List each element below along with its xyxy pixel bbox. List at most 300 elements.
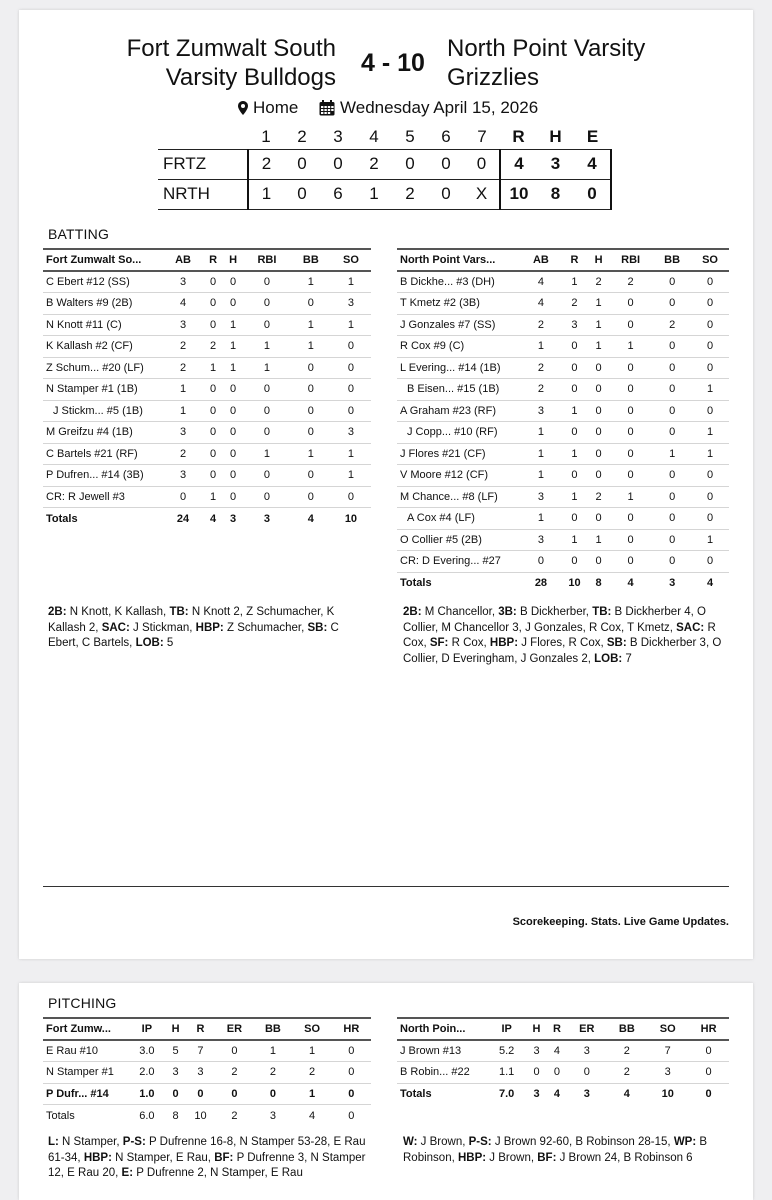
stat-value: 0 — [243, 422, 291, 444]
stat-column-header: HR — [332, 1018, 371, 1040]
totals-value: 8 — [166, 1105, 186, 1127]
away-batting-table — [43, 248, 371, 529]
player-row — [397, 486, 729, 508]
player-row — [43, 1083, 371, 1105]
totals-value: 3 — [567, 1083, 606, 1105]
player-name: T Kmetz #2 (3B) — [397, 293, 522, 315]
stat-value: 4 — [163, 293, 203, 315]
stat-value: 1 — [253, 1040, 292, 1062]
location-label: Home — [253, 98, 299, 117]
stat-value: 3 — [560, 314, 589, 336]
stat-value: 0 — [560, 508, 589, 530]
stat-value: 1 — [291, 443, 331, 465]
player-row — [397, 293, 729, 315]
stat-value: 0 — [223, 271, 243, 293]
home-batting-notes: 2B: M Chancellor, 3B: B Dickherber, TB: B Dickherber 4, O Collier, M Chancellor 3, J Gonzales, R Cox, T Kmetz, SAC: R Cox, SF: R Cox, HBP: J Flores, R Cox, SB: B Dickherber 3, O Collier, D Everingham, J Gonzales 2, LOB: 7 — [403, 606, 722, 665]
totals-value: 0 — [688, 1083, 729, 1105]
stat-value: 0 — [243, 293, 291, 315]
stat-value: 0 — [608, 422, 653, 444]
player-name: K Kallash #2 (CF) — [43, 336, 163, 358]
stat-value: 7 — [647, 1040, 688, 1062]
stat-value: 0 — [243, 271, 291, 293]
totals-row — [397, 572, 729, 594]
stat-value: 0 — [223, 422, 243, 444]
stat-value: 0 — [653, 336, 691, 358]
inning-header: 2 — [297, 127, 307, 147]
inning-score: 0 — [392, 149, 428, 179]
stat-value: 0 — [608, 293, 653, 315]
stat-value: 0 — [185, 1083, 215, 1105]
player-row — [43, 379, 371, 401]
stat-value: 0 — [243, 486, 291, 508]
player-row — [397, 465, 729, 487]
stat-value: 7 — [185, 1040, 215, 1062]
stat-value: 0 — [653, 465, 691, 487]
stat-column-header: R — [547, 1018, 567, 1040]
stat-value: 0 — [691, 508, 729, 530]
stat-value: 1 — [589, 336, 608, 358]
stat-value: 3 — [166, 1062, 186, 1084]
totals-value: 3 — [253, 1105, 292, 1127]
player-name: J Copp... #10 (RF) — [397, 422, 522, 444]
stat-value: 1 — [560, 443, 589, 465]
inning-score: 0 — [428, 179, 464, 209]
stat-value: 3 — [331, 422, 371, 444]
stat-value: 1.1 — [487, 1062, 526, 1084]
player-name: C Bartels #21 (RF) — [43, 443, 163, 465]
inning-header: 6 — [441, 127, 451, 147]
stat-column-header: SO — [691, 249, 729, 271]
inning-score: 0 — [464, 149, 500, 179]
stat-value: 1 — [653, 443, 691, 465]
stat-value: 0 — [560, 379, 589, 401]
stat-column-header: H — [166, 1018, 186, 1040]
stat-value: 1 — [691, 443, 729, 465]
stat-value: 0 — [560, 465, 589, 487]
stat-value: 1 — [291, 336, 331, 358]
stat-team-header: North Point Vars... — [397, 249, 522, 271]
player-row — [43, 293, 371, 315]
stat-value: 0 — [589, 400, 608, 422]
totals-value: 10 — [647, 1083, 688, 1105]
player-row — [43, 1062, 371, 1084]
stat-value: 0 — [216, 1083, 254, 1105]
stat-value: 0 — [166, 1083, 186, 1105]
inning-score: 2 — [356, 149, 392, 179]
player-name: A Graham #23 (RF) — [397, 400, 522, 422]
stat-value: 2 — [163, 357, 203, 379]
totals-value: 10 — [331, 508, 371, 530]
stat-value: 0 — [291, 379, 331, 401]
stat-value: 5 — [166, 1040, 186, 1062]
stat-value: 1 — [243, 357, 291, 379]
stat-value: 1 — [203, 357, 223, 379]
player-name: A Cox #4 (LF) — [397, 508, 522, 530]
player-row — [43, 357, 371, 379]
calendar-icon — [319, 100, 335, 116]
stat-team-header: Fort Zumwalt So... — [43, 249, 163, 271]
stat-value: 0 — [608, 443, 653, 465]
stat-column-header: HR — [688, 1018, 729, 1040]
stat-value: 0 — [589, 357, 608, 379]
player-name: J Flores #21 (CF) — [397, 443, 522, 465]
stat-column-header: BB — [291, 249, 331, 271]
stat-value: 0 — [560, 551, 589, 573]
stat-value: 2 — [203, 336, 223, 358]
stat-value: 3 — [163, 271, 203, 293]
player-name: N Knott #11 (C) — [43, 314, 163, 336]
player-name: N Stamper #1 (1B) — [43, 379, 163, 401]
stat-value: 0 — [243, 379, 291, 401]
totals-value: 6.0 — [128, 1105, 166, 1127]
inning-score: 1 — [356, 179, 392, 209]
away-pitching-notes: L: N Stamper, P-S: P Dufrenne 16-8, N Stamper 53-28, E Rau 61-34, HBP: N Stamper, E Rau, BF: P Dufrenne 3, N Stamper 12, E Rau 20, E: P Dufrenne 2, N Stamper, E Rau — [48, 1136, 366, 1179]
stat-value: 2 — [560, 293, 589, 315]
stat-column-header: AB — [522, 249, 560, 271]
totals-label: Totals — [43, 1105, 128, 1127]
stat-value: 0 — [547, 1062, 567, 1084]
player-name: M Greifzu #4 (1B) — [43, 422, 163, 444]
stat-value: 0 — [203, 314, 223, 336]
away-batting-notes: 2B: N Knott, K Kallash, TB: N Knott 2, Z Schumacher, K Kallash 2, SAC: J Stickman, HBP: Z Schumacher, SB: C Ebert, C Bartels, LOB: 5 — [48, 606, 339, 649]
errors-header: E — [586, 127, 599, 147]
errors-total: 4 — [574, 149, 611, 179]
player-row — [397, 551, 729, 573]
stat-value: 0 — [223, 486, 243, 508]
stat-value: 0 — [691, 400, 729, 422]
stat-value: 0 — [589, 422, 608, 444]
stat-value: 0 — [216, 1040, 254, 1062]
stat-value: 0 — [526, 1062, 546, 1084]
stat-value: 1 — [691, 379, 729, 401]
runs-total: 10 — [500, 179, 537, 209]
stat-value: 4 — [522, 293, 560, 315]
stat-value: 3 — [526, 1040, 546, 1062]
totals-value: 4 — [291, 508, 331, 530]
home-pitching-notes: W: J Brown, P-S: J Brown 92-60, B Robinson 28-15, WP: B Robinson, HBP: J Brown, BF: J Brown 24, B Robinson 6 — [403, 1136, 708, 1164]
player-row — [43, 400, 371, 422]
stat-value: 1 — [292, 1083, 331, 1105]
stat-value: 0 — [653, 508, 691, 530]
stat-value: 0 — [291, 465, 331, 487]
stat-value: 1 — [331, 271, 371, 293]
stat-column-header: H — [526, 1018, 546, 1040]
home-pitching-table — [397, 1017, 729, 1105]
line-score-table — [158, 126, 612, 210]
stat-value: 3.0 — [128, 1040, 166, 1062]
stat-value: 5.2 — [487, 1040, 526, 1062]
totals-value: 4 — [547, 1083, 567, 1105]
stat-value: 0 — [653, 422, 691, 444]
totals-value: 2 — [216, 1105, 254, 1127]
stat-value: 3 — [522, 486, 560, 508]
stat-value: 0 — [203, 400, 223, 422]
stat-value: 1 — [331, 465, 371, 487]
totals-value: 4 — [203, 508, 223, 530]
stat-value: 0 — [653, 551, 691, 573]
batting-section-title: BATTING — [48, 226, 110, 242]
line-score-header — [158, 126, 611, 149]
inning-score: 1 — [248, 179, 284, 209]
totals-value: 7.0 — [487, 1083, 526, 1105]
player-row — [397, 336, 729, 358]
totals-value: 3 — [653, 572, 691, 594]
stat-value: 2 — [292, 1062, 331, 1084]
player-name: B Dickhe... #3 (DH) — [397, 271, 522, 293]
player-name: J Brown #13 — [397, 1040, 487, 1062]
inning-header: 5 — [405, 127, 415, 147]
stat-value: 2 — [522, 357, 560, 379]
footer-divider — [43, 886, 729, 887]
stat-value: 0 — [589, 443, 608, 465]
stat-value: 1 — [608, 486, 653, 508]
stat-value: 0 — [560, 336, 589, 358]
inning-score: 2 — [392, 179, 428, 209]
stat-value: 0 — [223, 379, 243, 401]
hits-header: H — [549, 127, 562, 147]
totals-value: 0 — [332, 1105, 371, 1127]
errors-total: 0 — [574, 179, 611, 209]
stat-column-header: SO — [647, 1018, 688, 1040]
stat-value: 1 — [589, 314, 608, 336]
stat-value: 0 — [589, 508, 608, 530]
player-name: J Stickm... #5 (1B) — [43, 400, 163, 422]
player-name: CR: R Jewell #3 — [43, 486, 163, 508]
stat-column-header: RBI — [243, 249, 291, 271]
stat-column-header: IP — [487, 1018, 526, 1040]
totals-value: 10 — [560, 572, 589, 594]
stat-value: 3 — [522, 529, 560, 551]
stat-column-header: H — [589, 249, 608, 271]
stat-value: 0 — [691, 465, 729, 487]
stat-column-header: SO — [331, 249, 371, 271]
runs-total: 4 — [500, 149, 537, 179]
stat-value: 1 — [522, 422, 560, 444]
player-row — [397, 529, 729, 551]
stat-value: 0 — [223, 443, 243, 465]
stat-value: 0 — [691, 551, 729, 573]
stat-value: 2 — [589, 271, 608, 293]
player-row — [43, 336, 371, 358]
player-name: B Robin... #22 — [397, 1062, 487, 1084]
stat-value: 3 — [331, 293, 371, 315]
stat-value: 1 — [223, 336, 243, 358]
line-score-team: NRTH — [158, 179, 248, 209]
stat-value: 0 — [223, 293, 243, 315]
player-name: B Eisen... #15 (1B) — [397, 379, 522, 401]
totals-value: 3 — [243, 508, 291, 530]
totals-row — [43, 508, 371, 530]
stat-header-row — [43, 1018, 371, 1040]
stat-column-header: ER — [567, 1018, 606, 1040]
totals-row — [397, 1083, 729, 1105]
stat-value: 3 — [163, 422, 203, 444]
stat-value: 0 — [223, 400, 243, 422]
away-team-line1: Fort Zumwalt South — [126, 35, 336, 62]
stat-team-header: North Poin... — [397, 1018, 487, 1040]
stat-value: 0 — [331, 400, 371, 422]
stat-value: 0 — [331, 486, 371, 508]
stat-value: 2.0 — [128, 1062, 166, 1084]
stat-value: 1 — [331, 443, 371, 465]
stat-column-header: BB — [253, 1018, 292, 1040]
game-date — [319, 98, 538, 118]
stat-value: 0 — [203, 293, 223, 315]
pitching-card — [19, 983, 753, 1200]
stat-value: 1 — [691, 529, 729, 551]
line-score-row-away — [158, 149, 611, 179]
stat-value: 1 — [331, 314, 371, 336]
totals-label: Totals — [397, 572, 522, 594]
stat-value: 0 — [608, 551, 653, 573]
stat-value: 3 — [163, 465, 203, 487]
player-row — [397, 1062, 729, 1084]
stat-value: 0 — [223, 465, 243, 487]
inning-score: 6 — [320, 179, 356, 209]
stat-value: 2 — [606, 1062, 647, 1084]
totals-row — [43, 1105, 371, 1127]
stat-value: 0 — [331, 379, 371, 401]
stat-value: 3 — [163, 314, 203, 336]
stat-value: 4 — [522, 271, 560, 293]
stat-column-header: SO — [292, 1018, 331, 1040]
stat-value: 1 — [522, 465, 560, 487]
stat-value: 0 — [522, 551, 560, 573]
player-name: R Cox #9 (C) — [397, 336, 522, 358]
inning-score: 0 — [284, 149, 320, 179]
stat-value: 2 — [216, 1062, 254, 1084]
stat-value: 0 — [608, 529, 653, 551]
stat-value: 0 — [653, 486, 691, 508]
stat-value: 0 — [291, 400, 331, 422]
totals-value: 4 — [292, 1105, 331, 1127]
stat-value: 1 — [560, 529, 589, 551]
player-name: P Dufren... #14 (3B) — [43, 465, 163, 487]
stat-value: 0 — [608, 465, 653, 487]
player-row — [43, 486, 371, 508]
hits-total: 8 — [537, 179, 574, 209]
stat-value: 0 — [653, 400, 691, 422]
player-row — [43, 1040, 371, 1062]
stat-value: 3 — [567, 1040, 606, 1062]
inning-header: 4 — [369, 127, 379, 147]
stat-value: 1 — [589, 529, 608, 551]
player-row — [43, 465, 371, 487]
stat-value: 0 — [589, 551, 608, 573]
totals-value: 4 — [606, 1083, 647, 1105]
totals-value: 3 — [526, 1083, 546, 1105]
home-batting-table — [397, 248, 729, 594]
stat-header-row — [397, 249, 729, 271]
hits-total: 3 — [537, 149, 574, 179]
player-name: J Gonzales #7 (SS) — [397, 314, 522, 336]
player-row — [397, 1040, 729, 1062]
stat-column-header: R — [203, 249, 223, 271]
stat-value: 1 — [291, 271, 331, 293]
stat-value: 0 — [589, 379, 608, 401]
home-team-line2: Grizzlies — [447, 64, 540, 91]
stat-value: 0 — [203, 271, 223, 293]
player-row — [397, 314, 729, 336]
stat-value: 0 — [691, 271, 729, 293]
footer-tagline: Scorekeeping. Stats. Live Game Updates. — [512, 916, 729, 928]
inning-score: 2 — [248, 149, 284, 179]
stat-value: 0 — [691, 293, 729, 315]
totals-value: 8 — [589, 572, 608, 594]
away-team-line2: Varsity Bulldogs — [165, 64, 336, 91]
stat-value: 1 — [589, 293, 608, 315]
inning-score: X — [464, 179, 500, 209]
away-pitching-table — [43, 1017, 371, 1126]
stat-value: 0 — [560, 422, 589, 444]
stat-column-header: RBI — [608, 249, 653, 271]
stat-header-row — [43, 249, 371, 271]
player-row — [397, 400, 729, 422]
stat-value: 0 — [688, 1062, 729, 1084]
stat-value: 0 — [608, 357, 653, 379]
stat-value: 0 — [331, 357, 371, 379]
stat-value: 0 — [589, 465, 608, 487]
stat-value: 1 — [163, 379, 203, 401]
player-row — [397, 271, 729, 293]
stat-value: 0 — [560, 357, 589, 379]
stat-column-header: R — [560, 249, 589, 271]
stat-value: 0 — [691, 314, 729, 336]
stat-value: 1 — [203, 486, 223, 508]
stat-value: 0 — [291, 357, 331, 379]
stat-value: 0 — [653, 529, 691, 551]
line-score-corner — [158, 126, 248, 149]
totals-value: 24 — [163, 508, 203, 530]
stat-value: 0 — [332, 1040, 371, 1062]
totals-value: 10 — [185, 1105, 215, 1127]
stat-value: 0 — [653, 271, 691, 293]
stat-value: 1 — [522, 336, 560, 358]
player-name: B Walters #9 (2B) — [43, 293, 163, 315]
player-row — [397, 508, 729, 530]
stat-value: 1 — [223, 357, 243, 379]
away-team-name — [127, 34, 336, 92]
totals-value: 28 — [522, 572, 560, 594]
stat-column-header: BB — [653, 249, 691, 271]
stat-value: 0 — [203, 379, 223, 401]
stat-value: 4 — [547, 1040, 567, 1062]
date-label: Wednesday April 15, 2026 — [340, 98, 539, 117]
stat-value: 1 — [243, 336, 291, 358]
inning-score: 0 — [428, 149, 464, 179]
stat-value: 0 — [332, 1083, 371, 1105]
stat-team-header: Fort Zumw... — [43, 1018, 128, 1040]
stat-value: 2 — [589, 486, 608, 508]
stat-value: 0 — [567, 1062, 606, 1084]
player-name: V Moore #12 (CF) — [397, 465, 522, 487]
home-team-name — [447, 34, 645, 92]
player-row — [43, 443, 371, 465]
stat-value: 2 — [522, 379, 560, 401]
stat-value: 2 — [653, 314, 691, 336]
player-name: Z Schum... #20 (LF) — [43, 357, 163, 379]
totals-value: 4 — [691, 572, 729, 594]
box-score-card — [19, 10, 753, 959]
inning-score: 0 — [320, 149, 356, 179]
inning-header: 1 — [261, 127, 271, 147]
stat-value: 0 — [253, 1083, 292, 1105]
player-name: CR: D Evering... #27 — [397, 551, 522, 573]
stat-value: 0 — [203, 422, 223, 444]
stat-header-row — [397, 1018, 729, 1040]
stat-value: 0 — [691, 486, 729, 508]
player-row — [397, 379, 729, 401]
